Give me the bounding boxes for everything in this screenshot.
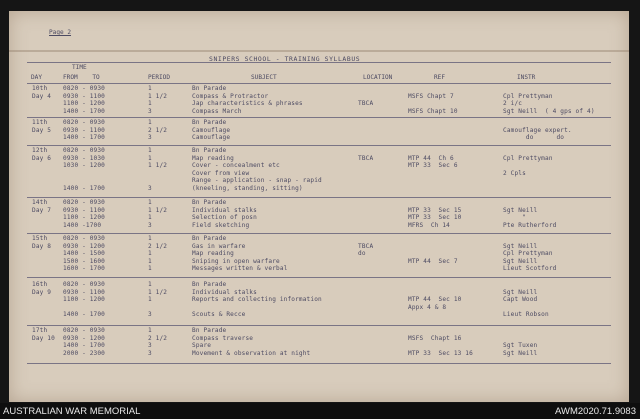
header-time: TIME [72, 64, 87, 71]
rule-day [27, 145, 611, 146]
time-range: 0820 - 0930 0930 - 1200 1400 - 1700 2000 - 2300 [63, 327, 106, 357]
rule-day [27, 325, 611, 326]
location: TBCA do [358, 242, 374, 258]
day-label: 16th Day 9 [32, 281, 52, 296]
time-range: 0820 - 0930 0930 - 1100 1100 - 1200 1400 -1700 [63, 199, 106, 229]
document-sheet [9, 11, 629, 402]
instructor: Sgt Neill Capt Wood Lieut Robson [503, 288, 549, 319]
subject: Bn Parade Compass traverse Spare Movement & observation at night [192, 327, 311, 357]
period-count: 1 2 1/2 3 [148, 119, 168, 142]
subject: Bn Parade Map reading Cover - concealment etc Cover from view Range - application - snap - rapid (kneeling, standing, sitting) [192, 147, 322, 192]
time-range: 0820 - 0930 0930 - 1030 1030 - 1200 1400 - 1700 [63, 147, 106, 192]
period-count: 1 2 1/2 3 3 [148, 327, 168, 357]
location: TBCA [358, 154, 374, 162]
rule-bottom [27, 363, 611, 364]
period-count: 1 1 1/2 1 3 [148, 85, 168, 115]
subject: Bn Parade Individual stalks Reports and collecting information Scouts & Recce [192, 281, 322, 319]
subject: Bn Parade Individual stalks Selection of posn Field sketching [192, 199, 257, 229]
footer-institution: AUSTRALIAN WAR MEMORIAL [3, 406, 141, 417]
day-label: 11th Day 5 [32, 119, 52, 134]
time-range: 0820 - 0930 0930 - 1100 1100 - 1200 1400 - 1700 [63, 85, 106, 115]
time-range: 0820 - 0930 0930 - 1100 1100 - 1200 1400 - 1700 [63, 281, 106, 319]
subject: Bn Parade Compass & Protractor Jap characteristics & phrases Compass March [192, 85, 303, 115]
instructor: Sgt Neill " Pte Rutherford [503, 206, 557, 229]
footer-accession-number: AWM2020.71.9083 [555, 406, 636, 417]
instructor: Cpl Prettyman 2 Cpls [503, 154, 553, 177]
reference: MTP 44 Ch 6 MTP 33 Sec 6 [408, 154, 458, 170]
time-range: 0820 - 0930 0930 - 1100 1400 - 1700 [63, 119, 106, 142]
rule-day [27, 117, 611, 118]
paper-fold-line [9, 50, 629, 52]
header-location: LOCATION [363, 74, 393, 81]
reference: MSFS Chapt 16 MTP 33 Sec 13 16 [408, 334, 473, 357]
header-ref: REF [434, 74, 446, 81]
document-title: SNIPERS SCHOOL - TRAINING SYLLABUS [209, 55, 361, 63]
instructor: Cpl Prettyman 2 i/c Sgt Neill ( 4 gps of 4) [503, 92, 595, 115]
rule-day [27, 277, 611, 278]
header-subject: SUBJECT [251, 74, 277, 81]
reference: MSFS Chapt 7 MSFS Chapt 10 [408, 92, 458, 115]
rule-header [27, 83, 611, 84]
period-count: 1 1 1/2 1 3 [148, 199, 168, 229]
header-period: PERIOD [148, 74, 171, 81]
subject: Bn Parade Gas in warfare Map reading Sniping in open warfare Messages written & verbal [192, 235, 288, 273]
instructor: Sgt Neill Cpl Prettyman Sgt Neill Lieut Scotford [503, 242, 557, 273]
instructor: Camouflage expert. do do [503, 126, 572, 142]
rule-day [27, 197, 611, 198]
period-count: 1 2 1/2 1 1 1 [148, 235, 168, 273]
reference: MTP 33 Sec 15 MTP 33 Sec 10 MFRS Ch 14 [408, 206, 462, 229]
day-label: 17th Day 10 [32, 327, 55, 342]
header-from-to: FROM TO [63, 74, 100, 81]
header-day: DAY [31, 74, 43, 81]
day-label: 14th Day 7 [32, 199, 52, 214]
location: TBCA [358, 100, 374, 108]
period-count: 1 1 1/2 1 3 [148, 281, 168, 319]
day-label: 15th Day 8 [32, 235, 52, 250]
footer-bar [0, 403, 640, 419]
page-label: Page 2 [49, 29, 72, 36]
rule-top [27, 62, 611, 63]
reference: MTP 44 Sec 10 Appx 4 & 8 [408, 296, 462, 311]
time-range: 0820 - 0930 0930 - 1200 1400 - 1500 1500 - 1600 1600 - 1700 [63, 235, 106, 273]
header-instr: INSTR [517, 74, 536, 81]
instructor: Sgt Tuxen Sgt Neill [503, 342, 538, 357]
subject: Bn Parade Camouflage Camouflage [192, 119, 231, 142]
reference: MTP 44 Sec 7 [408, 257, 458, 265]
day-label: 10th Day 4 [32, 85, 52, 100]
period-count: 1 1 1 1/2 3 [148, 147, 168, 192]
day-label: 12th Day 6 [32, 147, 52, 162]
rule-day [27, 233, 611, 234]
